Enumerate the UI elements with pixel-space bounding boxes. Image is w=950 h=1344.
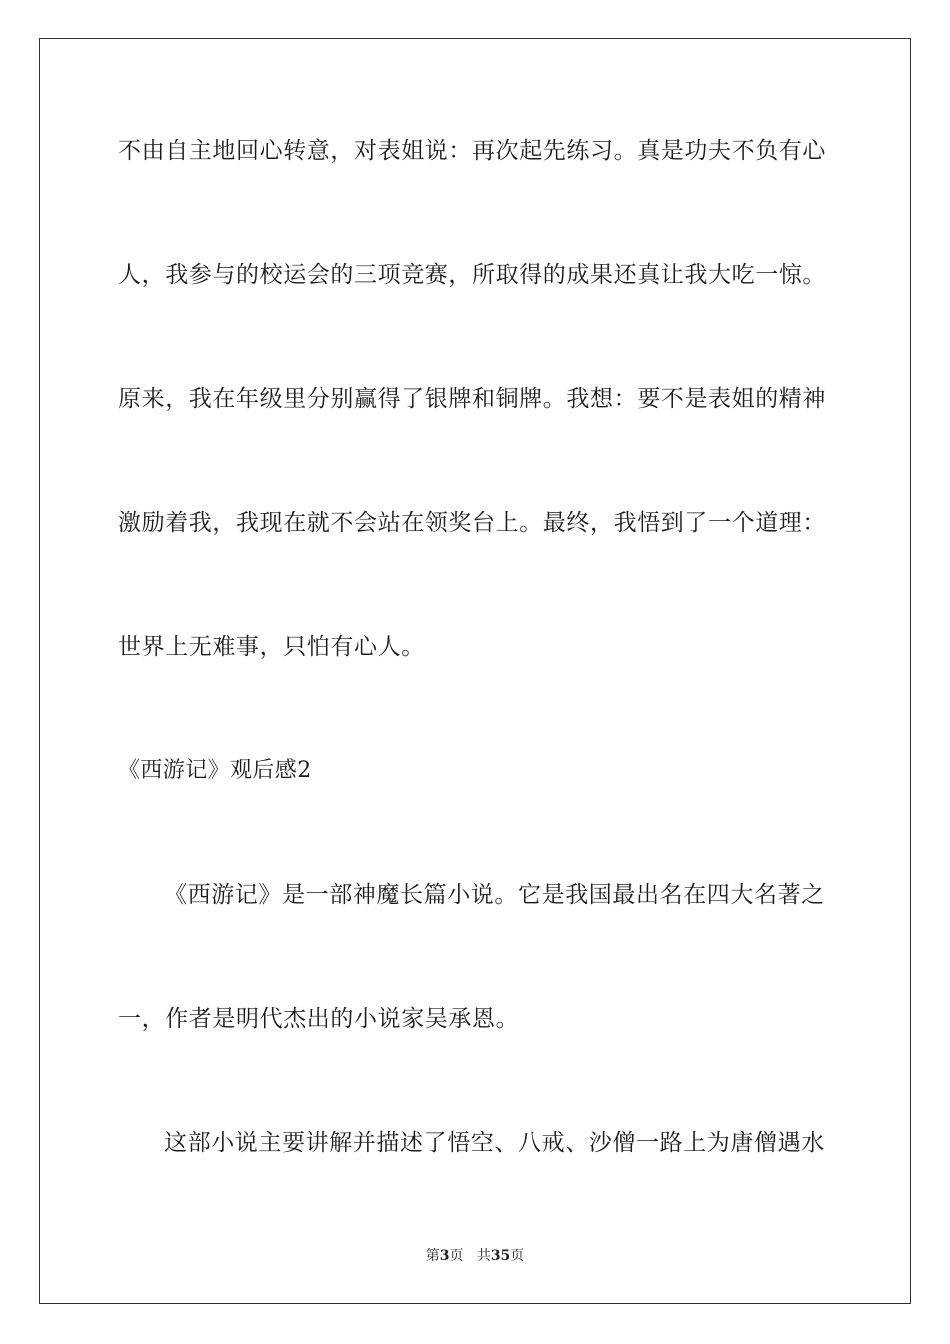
page-footer bbox=[0, 1247, 950, 1265]
body-line-5: 世界上无难事，只怕有心人。 bbox=[118, 634, 425, 660]
body-line-2: 人，我参与的校运会的三项竞赛，所取得的成果还真让我大吃一惊。 bbox=[118, 262, 826, 288]
paragraph3-line-1: 这部小说主要讲解并描述了悟空、八戒、沙僧一路上为唐僧遇水 bbox=[164, 1130, 825, 1156]
paragraph2-line-1: 《西游记》是一部神魔长篇小说。它是我国最出名在四大名著之 bbox=[164, 882, 825, 908]
footer-page-suffix: 页 bbox=[449, 1248, 464, 1264]
section-heading: 《西游记》观后感2 bbox=[118, 758, 312, 783]
footer-total-pages: 35 bbox=[490, 1248, 511, 1264]
body-line-4: 激励着我，我现在就不会站在领奖台上。最终，我悟到了一个道理： bbox=[118, 510, 826, 536]
paragraph2-line-2: 一，作者是明代杰出的小说家吴承恩。 bbox=[118, 1006, 520, 1032]
footer-page-prefix: 第 bbox=[425, 1248, 440, 1264]
footer-total-suffix: 页 bbox=[510, 1248, 525, 1264]
body-line-1: 不由自主地回心转意，对表姐说：再次起先练习。真是功夫不负有心 bbox=[118, 138, 826, 164]
page-border bbox=[39, 38, 911, 1304]
body-line-3: 原来，我在年级里分别赢得了银牌和铜牌。我想：要不是表姐的精神 bbox=[118, 386, 826, 412]
footer-current-page: 3 bbox=[439, 1248, 450, 1264]
footer-total-prefix: 共 bbox=[476, 1248, 491, 1264]
